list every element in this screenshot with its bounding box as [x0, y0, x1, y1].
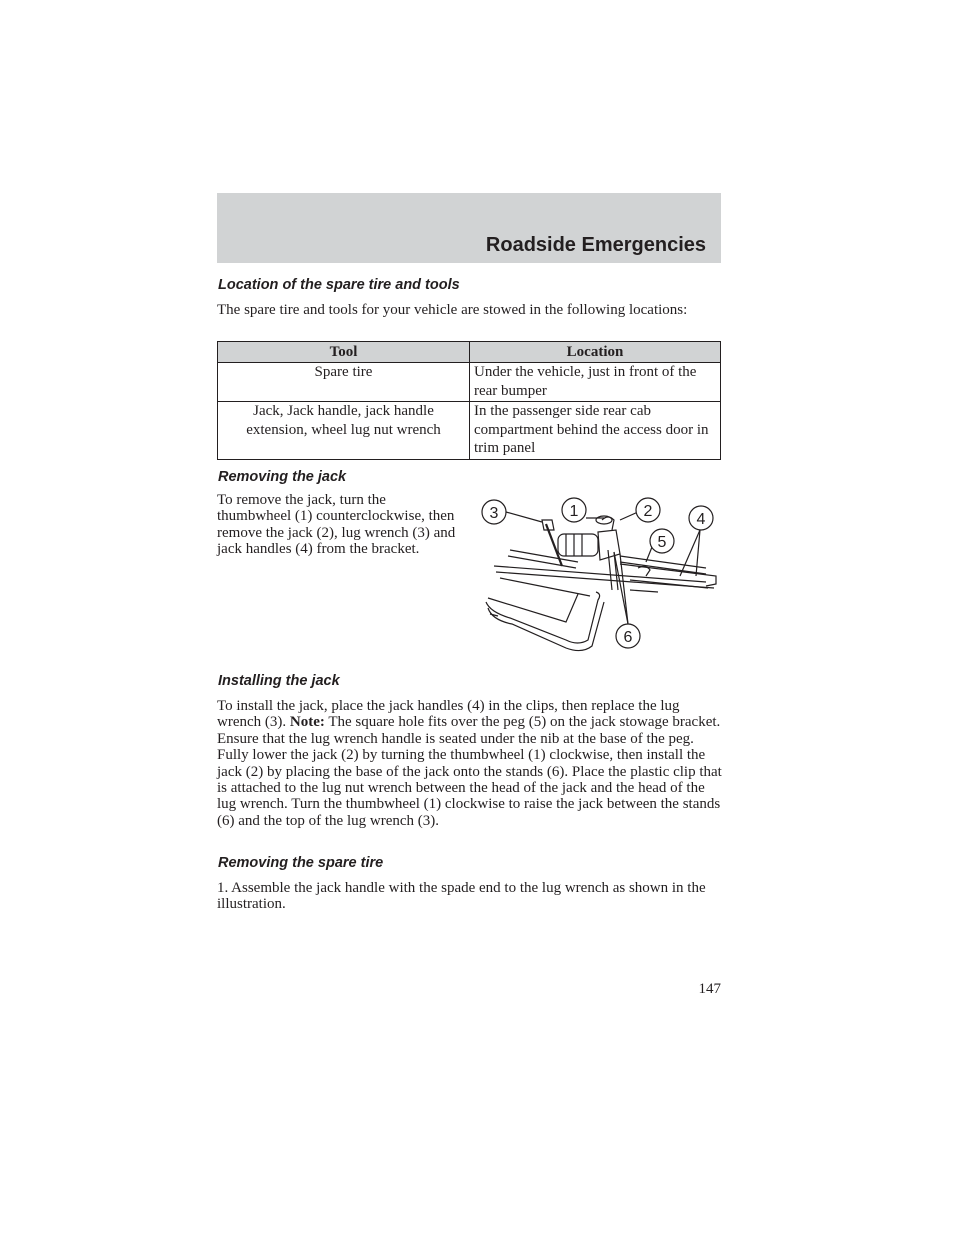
removing-jack-text: To remove the jack, turn the thumbwheel (1) counterclockwise, then remove the jack (2), lug wrench (3) and jack handles (4) from the bracket. [217, 492, 456, 558]
callout-1: 1 [569, 503, 579, 520]
callout-4: 4 [696, 511, 706, 528]
location-intro: The spare tire and tools for your vehicle are stowed in the following locations: [217, 302, 688, 318]
table-row [218, 402, 721, 460]
table-cell-tool: Spare tire [218, 363, 470, 402]
column-header-tool: Tool [218, 342, 470, 363]
removing-spare-step-1: 1. Assemble the jack handle with the spade end to the lug wrench as shown in the illustration. [217, 880, 706, 913]
note-label: Note: [289, 714, 325, 731]
page-number: 147 [698, 981, 721, 997]
callout-2: 2 [643, 503, 653, 520]
heading-removing-spare: Removing the spare tire [218, 855, 384, 871]
section-header-band [217, 193, 721, 263]
column-header-location: Location [470, 342, 721, 363]
table-cell-location: Under the vehicle, just in front of the rear bumper [470, 363, 721, 402]
heading-removing-jack: Removing the jack [218, 469, 347, 485]
callout-5: 5 [657, 534, 667, 551]
table-row [218, 363, 721, 402]
jack-stowage-illustration [470, 490, 726, 660]
heading-installing-jack: Installing the jack [218, 673, 340, 689]
callout-6: 6 [623, 629, 633, 646]
installing-text-part-2: The square hole fits over the peg (5) on the jack stowage bracket. Ensure that the lug wrench handle is seated under the nib at the base of the peg. Fully lower the jack (2) by turning the thumbwheel (1) clockwise, then install the jack (2) by placing the base of the jack onto the stands (6). Place the plastic clip that is attached to the lug nut wrench between the head of the jack and the head of the lug wrench. Turn the thumbwheel (1) clockwise to raise the jack between the stands (6) and the top of the lug wrench (3). [217, 714, 722, 829]
tools-location-table [217, 341, 721, 460]
table-header-row [218, 342, 721, 363]
table-cell-location: In the passenger side rear cab compartment behind the access door in trim panel [470, 402, 721, 460]
installing-text-part-1: To install the jack, place the jack handles (4) in the clips, then replace the lug wrench (3). [217, 698, 680, 731]
heading-location: Location of the spare tire and tools [218, 277, 460, 293]
installing-jack-text [217, 698, 723, 829]
section-title: Roadside Emergencies [485, 234, 706, 256]
callout-3: 3 [489, 505, 499, 522]
table-cell-tool: Jack, Jack handle, jack handle extension, wheel lug nut wrench [218, 402, 470, 460]
